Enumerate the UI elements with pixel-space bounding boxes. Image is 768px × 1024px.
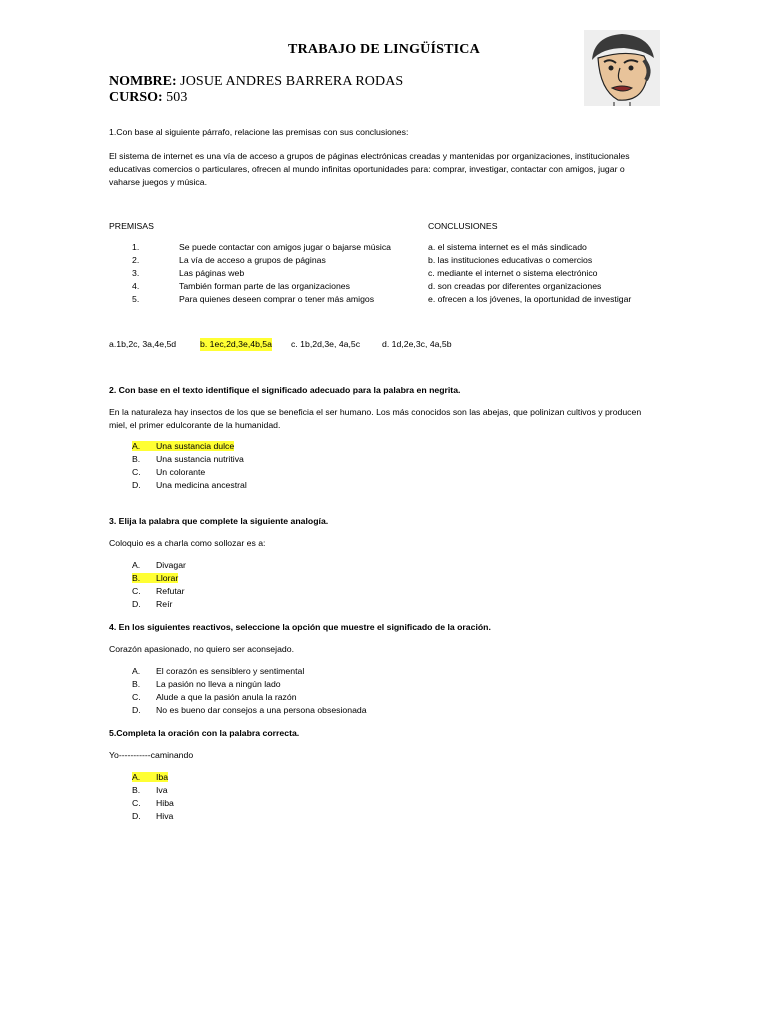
answer-option-d: d. 1d,2e,3c, 4a,5b (382, 339, 452, 349)
option-item: D. Hiva (132, 811, 174, 821)
question-3-prompt: Coloquio es a charla como sollozar es a: (109, 538, 266, 548)
premisa-item: 4. También forman parte de las organizaciones (132, 281, 350, 291)
option-item: A. Iba (132, 772, 169, 782)
option-item: C. Un colorante (132, 467, 206, 477)
conclusion-item: a. el sistema internet es el más sindicado (428, 242, 587, 252)
premisas-header: PREMISAS (109, 221, 154, 231)
question-4: 4. En los siguientes reactivos, seleccione la opción que muestre el significado de la oración. (109, 622, 491, 632)
question-2-paragraph: En la naturaleza hay insectos de los que se beneficia el ser humano. Los más conocidos son las abejas, que polinizan cultivos y producen miel, el primer edulcorante de la humanidad. (109, 407, 642, 430)
conclusion-item: c. mediante el internet o sistema electrónico (428, 268, 598, 278)
option-item: B. Una sustancia nutritiva (132, 454, 244, 464)
option-item: A. Una sustancia dulce (132, 441, 235, 451)
answer-option-a: a.1b,2c, 3a,4e,5d (109, 339, 177, 349)
premisa-item: 5. Para quienes deseen comprar o tener más amigos (132, 294, 375, 304)
premisa-item: 3. Las páginas web (132, 268, 245, 278)
option-item: A. El corazón es sensiblero y sentimental (132, 666, 305, 676)
option-item: D. No es bueno dar consejos a una persona obsesionada (132, 705, 367, 715)
option-item: B. Iva (132, 785, 168, 795)
conclusion-item: e. ofrecen a los jóvenes, la oportunidad de investigar (428, 294, 632, 304)
course-line (109, 90, 187, 106)
course-value: 503 (166, 90, 188, 105)
option-item: B. La pasión no lleva a ningún lado (132, 679, 281, 689)
conclusion-item: d. son creadas por diferentes organizaciones (428, 281, 602, 291)
question-2: 2. Con base en el texto identifique el significado adecuado para la palabra en negrita. (109, 385, 461, 395)
document-title: TRABAJO DE LINGÜÍSTICA (288, 42, 480, 57)
question-1-paragraph: El sistema de internet es una vía de acceso a grupos de páginas electrónicas creadas y mantenidas por organizaciones, institucionales educativas comercios o particulares, ofrecen al mundo infinitas oportunidades para: comprar, investigar, contactar con amigos, jugar o vaharse juegos y música. (109, 151, 630, 187)
name-label: NOMBRE: (109, 74, 177, 89)
question-1: 1.Con base al siguiente párrafo, relacione las premisas con sus conclusiones: (109, 127, 409, 137)
conclusion-item: b. las instituciones educativas o comercios (428, 255, 593, 265)
option-item: A. Divagar (132, 560, 186, 570)
question-5: 5.Completa la oración con la palabra correcta. (109, 728, 300, 738)
student-name: JOSUE ANDRES BARRERA RODAS (180, 74, 404, 89)
answer-option-b-highlighted: b. 1ec,2d,3e,4b,5a (200, 339, 272, 349)
question-4-prompt: Corazón apasionado, no quiero ser aconsejado. (109, 644, 294, 654)
answer-option-c: c. 1b,2d,3e, 4a,5c (291, 339, 361, 349)
option-item: C. Hiba (132, 798, 174, 808)
option-item: C. Refutar (132, 586, 185, 596)
option-item: D. Reír (132, 599, 173, 609)
question-3: 3. Elija la palabra que complete la siguiente analogía. (109, 516, 329, 526)
question-5-prompt: Yo-----------caminando (109, 750, 194, 760)
option-item: C. Alude a que la pasión anula la razón (132, 692, 297, 702)
option-item: B. Llorar (132, 573, 179, 583)
option-item: D. Una medicina ancestral (132, 480, 247, 490)
cartoon-character-icon (584, 30, 660, 106)
conclusiones-header: CONCLUSIONES (428, 221, 498, 231)
premisa-item: 2. La vía de acceso a grupos de páginas (132, 255, 326, 265)
premisa-item: 1. Se puede contactar con amigos jugar o bajarse música (132, 242, 391, 252)
course-label: CURSO: (109, 90, 163, 105)
student-name-line (109, 74, 403, 90)
